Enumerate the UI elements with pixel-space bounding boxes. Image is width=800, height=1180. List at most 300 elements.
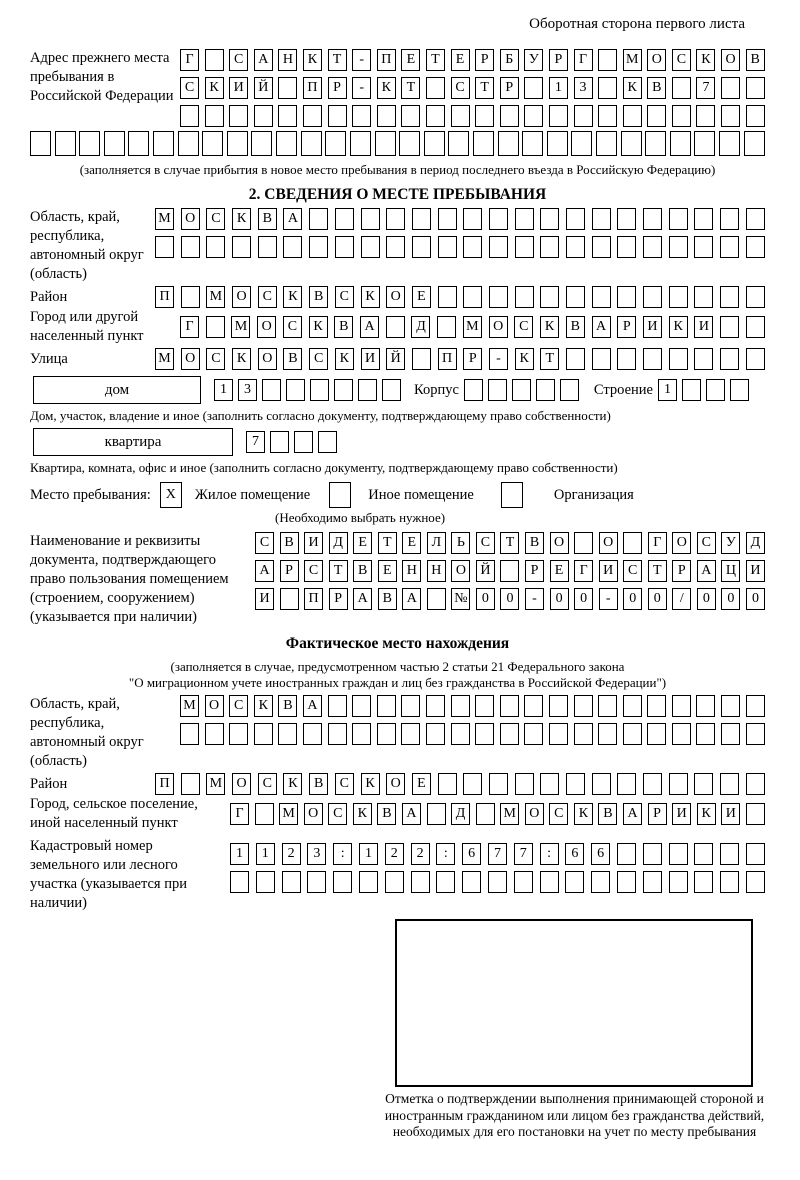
char-box[interactable]: [746, 77, 765, 99]
char-box[interactable]: [721, 105, 740, 127]
char-box[interactable]: К: [283, 286, 302, 308]
char-box[interactable]: [540, 773, 559, 795]
char-box[interactable]: [411, 871, 430, 893]
char-box[interactable]: [515, 286, 534, 308]
char-box[interactable]: О: [258, 348, 277, 370]
char-box[interactable]: :: [540, 843, 559, 865]
char-box[interactable]: Р: [475, 49, 494, 71]
char-box[interactable]: 3: [238, 379, 257, 401]
char-box[interactable]: [424, 131, 445, 156]
char-box[interactable]: И: [599, 560, 618, 582]
char-box[interactable]: [746, 316, 765, 338]
char-box[interactable]: [549, 105, 568, 127]
char-box[interactable]: 1: [549, 77, 568, 99]
char-box[interactable]: С: [672, 49, 691, 71]
char-box[interactable]: [377, 105, 396, 127]
char-box[interactable]: М: [155, 348, 174, 370]
char-box[interactable]: К: [697, 803, 716, 825]
char-box[interactable]: [309, 236, 328, 258]
char-box[interactable]: В: [647, 77, 666, 99]
char-box[interactable]: [489, 236, 508, 258]
char-box[interactable]: [617, 286, 636, 308]
char-box[interactable]: [746, 871, 765, 893]
char-box[interactable]: [258, 236, 277, 258]
char-box[interactable]: Е: [401, 49, 420, 71]
char-box[interactable]: К: [669, 316, 688, 338]
char-box[interactable]: [30, 131, 51, 156]
char-box[interactable]: [540, 236, 559, 258]
char-box[interactable]: [696, 695, 715, 717]
char-box[interactable]: А: [623, 803, 642, 825]
char-box[interactable]: [694, 773, 713, 795]
char-box[interactable]: [205, 723, 224, 745]
char-box[interactable]: [524, 77, 543, 99]
char-box[interactable]: П: [377, 49, 396, 71]
char-box[interactable]: /: [672, 588, 691, 610]
char-box[interactable]: [514, 871, 533, 893]
char-box[interactable]: К: [361, 286, 380, 308]
char-box[interactable]: [229, 105, 248, 127]
char-box[interactable]: [426, 695, 445, 717]
char-box[interactable]: Е: [353, 532, 372, 554]
char-box[interactable]: А: [254, 49, 273, 71]
char-box[interactable]: И: [255, 588, 274, 610]
char-box[interactable]: [128, 131, 149, 156]
char-box[interactable]: [328, 695, 347, 717]
char-box[interactable]: [694, 208, 713, 230]
char-box[interactable]: И: [694, 316, 713, 338]
char-box[interactable]: [721, 77, 740, 99]
char-box[interactable]: 2: [385, 843, 404, 865]
char-box[interactable]: [178, 131, 199, 156]
char-box[interactable]: -: [352, 77, 371, 99]
char-box[interactable]: М: [279, 803, 298, 825]
char-box[interactable]: [721, 695, 740, 717]
char-box[interactable]: Т: [426, 49, 445, 71]
char-box[interactable]: Р: [463, 348, 482, 370]
char-box[interactable]: [540, 871, 559, 893]
char-box[interactable]: [566, 236, 585, 258]
char-box[interactable]: [278, 723, 297, 745]
char-box[interactable]: [294, 431, 313, 453]
char-box[interactable]: Т: [329, 560, 348, 582]
char-box[interactable]: [682, 379, 701, 401]
char-box[interactable]: [448, 131, 469, 156]
char-box[interactable]: [643, 871, 662, 893]
char-box[interactable]: [303, 105, 322, 127]
char-box[interactable]: [720, 286, 739, 308]
char-box[interactable]: О: [550, 532, 569, 554]
char-box[interactable]: 1: [256, 843, 275, 865]
char-box[interactable]: Т: [328, 49, 347, 71]
char-box[interactable]: М: [500, 803, 519, 825]
char-box[interactable]: [672, 695, 691, 717]
char-box[interactable]: [426, 723, 445, 745]
char-box[interactable]: [282, 871, 301, 893]
char-box[interactable]: О: [672, 532, 691, 554]
char-box[interactable]: -: [525, 588, 544, 610]
char-box[interactable]: Р: [617, 316, 636, 338]
char-box[interactable]: [669, 348, 688, 370]
char-box[interactable]: [278, 105, 297, 127]
char-box[interactable]: [621, 131, 642, 156]
char-box[interactable]: У: [721, 532, 740, 554]
char-box[interactable]: В: [280, 532, 299, 554]
char-box[interactable]: [262, 379, 281, 401]
char-box[interactable]: [719, 131, 740, 156]
char-box[interactable]: О: [232, 286, 251, 308]
char-box[interactable]: [720, 843, 739, 865]
char-box[interactable]: [647, 723, 666, 745]
char-box[interactable]: [401, 723, 420, 745]
char-box[interactable]: [696, 723, 715, 745]
char-box[interactable]: В: [525, 532, 544, 554]
char-box[interactable]: [333, 871, 352, 893]
char-box[interactable]: Ь: [451, 532, 470, 554]
char-box[interactable]: А: [697, 560, 716, 582]
char-box[interactable]: Н: [278, 49, 297, 71]
char-box[interactable]: П: [438, 348, 457, 370]
char-box[interactable]: Е: [550, 560, 569, 582]
char-box[interactable]: [227, 131, 248, 156]
char-box[interactable]: А: [283, 208, 302, 230]
char-box[interactable]: Г: [574, 49, 593, 71]
char-box[interactable]: [643, 286, 662, 308]
char-box[interactable]: О: [721, 49, 740, 71]
char-box[interactable]: [352, 105, 371, 127]
char-box[interactable]: [412, 348, 431, 370]
char-box[interactable]: А: [353, 588, 372, 610]
char-box[interactable]: [706, 379, 725, 401]
char-box[interactable]: Г: [648, 532, 667, 554]
char-box[interactable]: К: [540, 316, 559, 338]
char-box[interactable]: [256, 871, 275, 893]
char-box[interactable]: С: [180, 77, 199, 99]
char-box[interactable]: [181, 286, 200, 308]
char-box[interactable]: [540, 208, 559, 230]
char-box[interactable]: К: [205, 77, 224, 99]
char-box[interactable]: [358, 379, 377, 401]
char-box[interactable]: [598, 105, 617, 127]
char-box[interactable]: [498, 131, 519, 156]
char-box[interactable]: А: [303, 695, 322, 717]
char-box[interactable]: С: [229, 49, 248, 71]
char-box[interactable]: С: [258, 773, 277, 795]
char-box[interactable]: [746, 695, 765, 717]
char-box[interactable]: 0: [623, 588, 642, 610]
char-box[interactable]: [560, 379, 579, 401]
char-box[interactable]: [476, 803, 495, 825]
char-box[interactable]: [426, 105, 445, 127]
char-box[interactable]: 0: [476, 588, 495, 610]
char-box[interactable]: К: [254, 695, 273, 717]
char-box[interactable]: [672, 105, 691, 127]
char-box[interactable]: П: [155, 286, 174, 308]
char-box[interactable]: [451, 695, 470, 717]
char-box[interactable]: Р: [329, 588, 348, 610]
char-box[interactable]: [746, 286, 765, 308]
char-box[interactable]: П: [303, 77, 322, 99]
char-box[interactable]: 0: [721, 588, 740, 610]
char-box[interactable]: [451, 105, 470, 127]
char-box[interactable]: О: [181, 208, 200, 230]
char-box[interactable]: Д: [411, 316, 430, 338]
char-box[interactable]: [350, 131, 371, 156]
char-box[interactable]: [694, 286, 713, 308]
char-box[interactable]: [720, 871, 739, 893]
char-box[interactable]: 7: [514, 843, 533, 865]
char-box[interactable]: [475, 105, 494, 127]
char-box[interactable]: В: [378, 588, 397, 610]
char-box[interactable]: 1: [658, 379, 677, 401]
char-box[interactable]: [669, 843, 688, 865]
char-box[interactable]: [720, 236, 739, 258]
char-box[interactable]: [473, 131, 494, 156]
char-box[interactable]: М: [231, 316, 250, 338]
char-box[interactable]: [352, 723, 371, 745]
char-box[interactable]: Й: [476, 560, 495, 582]
char-box[interactable]: И: [229, 77, 248, 99]
char-box[interactable]: [386, 316, 405, 338]
char-box[interactable]: [592, 208, 611, 230]
char-box[interactable]: [386, 208, 405, 230]
char-box[interactable]: :: [333, 843, 352, 865]
char-box[interactable]: Р: [549, 49, 568, 71]
char-box[interactable]: [427, 803, 446, 825]
char-box[interactable]: [180, 105, 199, 127]
char-box[interactable]: А: [255, 560, 274, 582]
char-box[interactable]: С: [697, 532, 716, 554]
char-box[interactable]: 7: [246, 431, 265, 453]
char-box[interactable]: [334, 379, 353, 401]
char-box[interactable]: К: [377, 77, 396, 99]
char-box[interactable]: [307, 871, 326, 893]
char-box[interactable]: Е: [412, 773, 431, 795]
char-box[interactable]: В: [566, 316, 585, 338]
char-box[interactable]: [647, 105, 666, 127]
char-box[interactable]: [643, 843, 662, 865]
char-box[interactable]: [230, 871, 249, 893]
char-box[interactable]: [730, 379, 749, 401]
char-box[interactable]: О: [386, 286, 405, 308]
zhiloe-checkbox[interactable]: X: [160, 482, 182, 508]
char-box[interactable]: [592, 286, 611, 308]
char-box[interactable]: [79, 131, 100, 156]
char-box[interactable]: [643, 236, 662, 258]
char-box[interactable]: Р: [328, 77, 347, 99]
char-box[interactable]: О: [489, 316, 508, 338]
char-box[interactable]: [574, 105, 593, 127]
char-box[interactable]: Д: [329, 532, 348, 554]
char-box[interactable]: [721, 723, 740, 745]
char-box[interactable]: О: [525, 803, 544, 825]
char-box[interactable]: [437, 316, 456, 338]
char-box[interactable]: [254, 105, 273, 127]
char-box[interactable]: [669, 208, 688, 230]
char-box[interactable]: [202, 131, 223, 156]
char-box[interactable]: [310, 379, 329, 401]
char-box[interactable]: В: [309, 286, 328, 308]
char-box[interactable]: 0: [746, 588, 765, 610]
char-box[interactable]: О: [232, 773, 251, 795]
char-box[interactable]: [647, 695, 666, 717]
char-box[interactable]: [325, 131, 346, 156]
char-box[interactable]: [566, 348, 585, 370]
char-box[interactable]: [488, 379, 507, 401]
char-box[interactable]: [385, 871, 404, 893]
char-box[interactable]: [399, 131, 420, 156]
char-box[interactable]: К: [623, 77, 642, 99]
char-box[interactable]: [672, 77, 691, 99]
char-box[interactable]: О: [205, 695, 224, 717]
char-box[interactable]: [536, 379, 555, 401]
char-box[interactable]: В: [283, 348, 302, 370]
char-box[interactable]: [746, 208, 765, 230]
char-box[interactable]: В: [746, 49, 765, 71]
char-box[interactable]: К: [353, 803, 372, 825]
char-box[interactable]: П: [304, 588, 323, 610]
char-box[interactable]: [412, 208, 431, 230]
char-box[interactable]: Г: [230, 803, 249, 825]
char-box[interactable]: [720, 348, 739, 370]
char-box[interactable]: [694, 843, 713, 865]
char-box[interactable]: [155, 236, 174, 258]
char-box[interactable]: [206, 236, 225, 258]
char-box[interactable]: [547, 131, 568, 156]
char-box[interactable]: [643, 348, 662, 370]
char-box[interactable]: [746, 773, 765, 795]
char-box[interactable]: [206, 316, 225, 338]
char-box[interactable]: Т: [540, 348, 559, 370]
char-box[interactable]: [565, 871, 584, 893]
char-box[interactable]: Р: [672, 560, 691, 582]
char-box[interactable]: [500, 723, 519, 745]
char-box[interactable]: [254, 723, 273, 745]
char-box[interactable]: [566, 286, 585, 308]
char-box[interactable]: М: [623, 49, 642, 71]
char-box[interactable]: И: [672, 803, 691, 825]
char-box[interactable]: 1: [359, 843, 378, 865]
char-box[interactable]: 0: [550, 588, 569, 610]
char-box[interactable]: [328, 723, 347, 745]
char-box[interactable]: [181, 236, 200, 258]
char-box[interactable]: Г: [180, 316, 199, 338]
char-box[interactable]: Д: [746, 532, 765, 554]
char-box[interactable]: [522, 131, 543, 156]
char-box[interactable]: [401, 695, 420, 717]
char-box[interactable]: С: [549, 803, 568, 825]
char-box[interactable]: К: [515, 348, 534, 370]
char-box[interactable]: [549, 695, 568, 717]
char-box[interactable]: -: [599, 588, 618, 610]
char-box[interactable]: Т: [500, 532, 519, 554]
char-box[interactable]: [746, 843, 765, 865]
char-box[interactable]: М: [206, 286, 225, 308]
char-box[interactable]: У: [524, 49, 543, 71]
char-box[interactable]: М: [180, 695, 199, 717]
char-box[interactable]: [475, 723, 494, 745]
char-box[interactable]: [205, 105, 224, 127]
char-box[interactable]: Р: [525, 560, 544, 582]
char-box[interactable]: [566, 208, 585, 230]
char-box[interactable]: С: [309, 348, 328, 370]
char-box[interactable]: К: [309, 316, 328, 338]
char-box[interactable]: Р: [280, 560, 299, 582]
char-box[interactable]: [617, 208, 636, 230]
char-box[interactable]: [643, 773, 662, 795]
char-box[interactable]: [669, 871, 688, 893]
char-box[interactable]: [672, 723, 691, 745]
char-box[interactable]: [571, 131, 592, 156]
char-box[interactable]: [301, 131, 322, 156]
char-box[interactable]: [375, 131, 396, 156]
char-box[interactable]: [500, 560, 519, 582]
char-box[interactable]: [361, 208, 380, 230]
char-box[interactable]: И: [746, 560, 765, 582]
char-box[interactable]: [617, 773, 636, 795]
char-box[interactable]: [566, 773, 585, 795]
char-box[interactable]: [574, 532, 593, 554]
char-box[interactable]: [669, 236, 688, 258]
char-box[interactable]: [696, 105, 715, 127]
char-box[interactable]: [463, 773, 482, 795]
char-box[interactable]: 6: [591, 843, 610, 865]
char-box[interactable]: [524, 105, 543, 127]
char-box[interactable]: А: [592, 316, 611, 338]
char-box[interactable]: [746, 803, 765, 825]
char-box[interactable]: [229, 723, 248, 745]
char-box[interactable]: В: [278, 695, 297, 717]
char-box[interactable]: [278, 77, 297, 99]
char-box[interactable]: В: [258, 208, 277, 230]
char-box[interactable]: С: [258, 286, 277, 308]
char-box[interactable]: В: [377, 803, 396, 825]
char-box[interactable]: 6: [565, 843, 584, 865]
char-box[interactable]: Е: [378, 560, 397, 582]
char-box[interactable]: Д: [451, 803, 470, 825]
char-box[interactable]: Й: [386, 348, 405, 370]
char-box[interactable]: О: [647, 49, 666, 71]
char-box[interactable]: 1: [230, 843, 249, 865]
char-box[interactable]: [328, 105, 347, 127]
char-box[interactable]: Р: [500, 77, 519, 99]
char-box[interactable]: [591, 871, 610, 893]
char-box[interactable]: В: [353, 560, 372, 582]
char-box[interactable]: [746, 236, 765, 258]
org-checkbox[interactable]: [501, 482, 523, 508]
char-box[interactable]: [255, 803, 274, 825]
char-box[interactable]: Г: [180, 49, 199, 71]
char-box[interactable]: [694, 348, 713, 370]
char-box[interactable]: [598, 695, 617, 717]
char-box[interactable]: В: [334, 316, 353, 338]
char-box[interactable]: Н: [427, 560, 446, 582]
char-box[interactable]: А: [360, 316, 379, 338]
char-box[interactable]: [720, 208, 739, 230]
char-box[interactable]: [436, 871, 455, 893]
char-box[interactable]: 0: [500, 588, 519, 610]
char-box[interactable]: [280, 588, 299, 610]
char-box[interactable]: [489, 773, 508, 795]
char-box[interactable]: [153, 131, 174, 156]
char-box[interactable]: [438, 236, 457, 258]
char-box[interactable]: [318, 431, 337, 453]
char-box[interactable]: [359, 871, 378, 893]
char-box[interactable]: [617, 348, 636, 370]
char-box[interactable]: [451, 723, 470, 745]
char-box[interactable]: [746, 723, 765, 745]
char-box[interactable]: А: [402, 588, 421, 610]
